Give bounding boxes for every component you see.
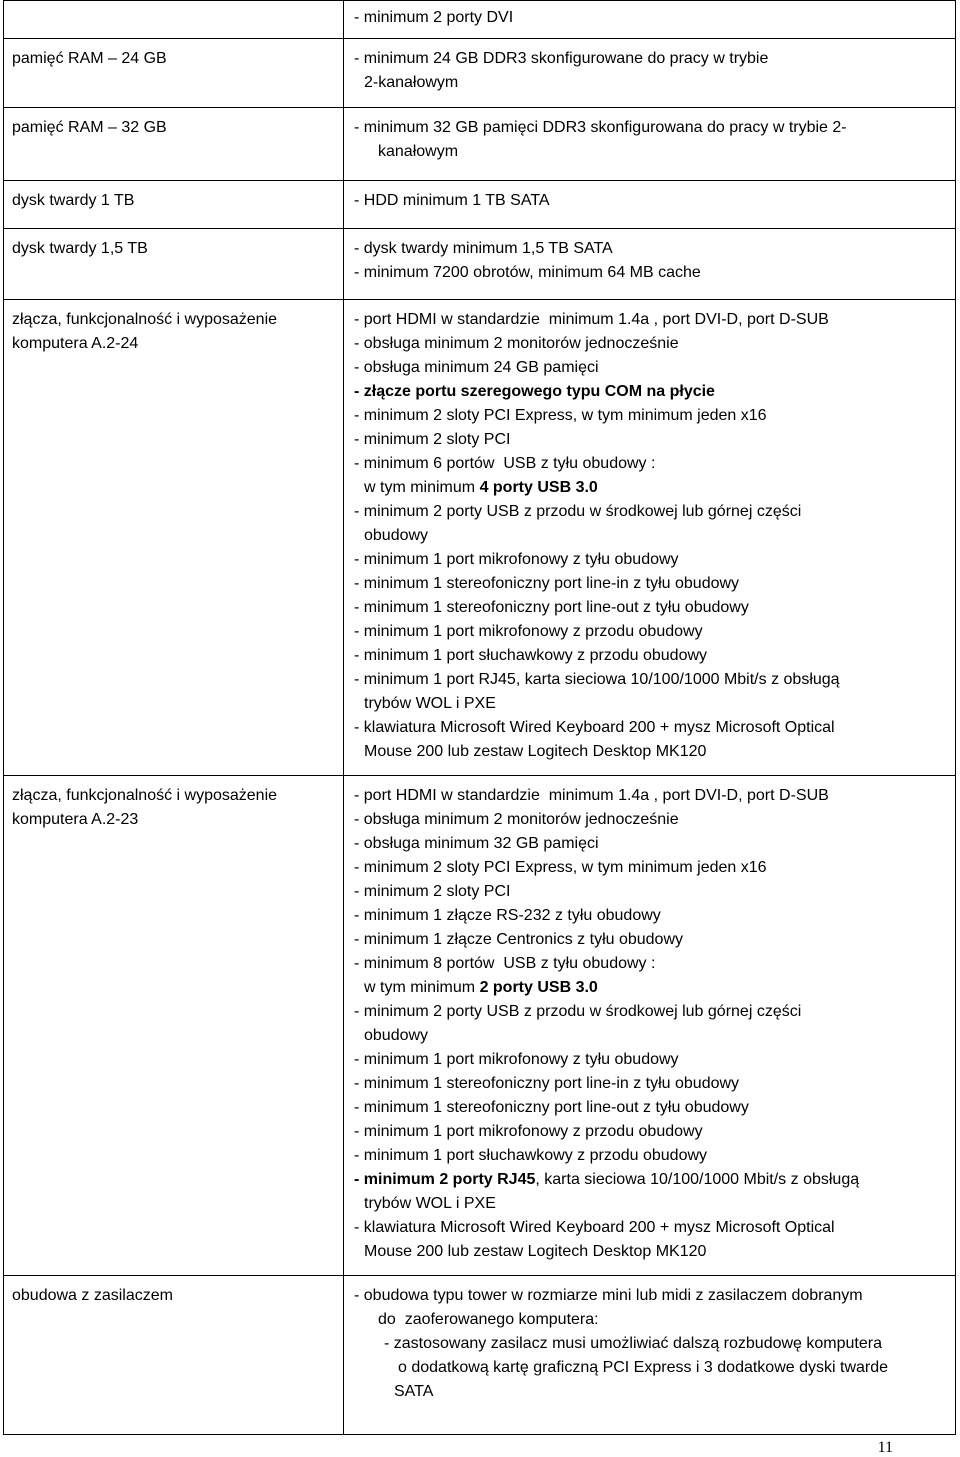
label-cell bbox=[4, 39, 344, 108]
spec-line: - minimum 2 sloty PCI bbox=[354, 883, 511, 900]
spec-cell bbox=[344, 39, 956, 108]
spec-line: - minimum 1 port mikrofonowy z tyłu obudowy bbox=[354, 1051, 679, 1068]
spec-line: - minimum 1 port mikrofonowy z tyłu obudowy bbox=[354, 551, 679, 568]
label-cell bbox=[4, 1276, 344, 1435]
spec-line: obudowy bbox=[364, 527, 429, 544]
spec-cell bbox=[344, 229, 956, 300]
spec-line: - minimum 2 porty DVI bbox=[354, 9, 514, 26]
spec-line: - klawiatura Microsoft Wired Keyboard 200 + mysz Microsoft Optical bbox=[354, 1219, 835, 1236]
spec-line: - obsługa minimum 32 GB pamięci bbox=[354, 835, 599, 852]
label-cell bbox=[4, 776, 344, 1276]
spec-line: - port HDMI w standardzie minimum 1.4a , port DVI-D, port D-SUB bbox=[354, 311, 829, 328]
spec-text: , karta sieciowa 10/100/1000 Mbit/s z obsługą bbox=[535, 1171, 860, 1188]
spec-line: - minimum 2 porty USB z przodu w środkowej lub górnej części bbox=[354, 1003, 802, 1020]
bold-text: 2 porty USB 3.0 bbox=[479, 979, 598, 996]
spec-cell bbox=[344, 1276, 956, 1435]
spec-line: - minimum 1 złącze RS-232 z tyłu obudowy bbox=[354, 907, 661, 924]
spec-line: 2-kanałowym bbox=[364, 74, 459, 91]
spec-line: - minimum 1 port mikrofonowy z przodu obudowy bbox=[354, 623, 703, 640]
table-row bbox=[4, 776, 956, 1276]
row-label: komputera A.2-24 bbox=[12, 335, 139, 352]
spec-line: - dysk twardy minimum 1,5 TB SATA bbox=[354, 240, 613, 257]
table-row bbox=[4, 39, 956, 108]
spec-line: - minimum 1 stereofoniczny port line-out z tyłu obudowy bbox=[354, 1099, 749, 1116]
row-label: komputera A.2-23 bbox=[12, 811, 139, 828]
spec-line: - minimum 6 portów USB z tyłu obudowy : bbox=[354, 455, 656, 472]
spec-line: - minimum 1 złącze Centronics z tyłu obudowy bbox=[354, 931, 684, 948]
spec-cell bbox=[344, 300, 956, 776]
spec-line: do zaoferowanego komputera: bbox=[378, 1311, 599, 1328]
spec-line: - klawiatura Microsoft Wired Keyboard 200 + mysz Microsoft Optical bbox=[354, 719, 835, 736]
spec-line: - minimum 32 GB pamięci DDR3 skonfigurowana do pracy w trybie 2- bbox=[354, 119, 847, 136]
row-label: dysk twardy 1 TB bbox=[12, 192, 135, 209]
table-row bbox=[4, 181, 956, 229]
table-row bbox=[4, 300, 956, 776]
spec-cell bbox=[344, 181, 956, 229]
spec-line: - minimum 2 sloty PCI Express, w tym minimum jeden x16 bbox=[354, 859, 767, 876]
row-label: pamięć RAM – 32 GB bbox=[12, 119, 167, 136]
spec-line: - zastosowany zasilacz musi umożliwiać dalszą rozbudowę komputera bbox=[384, 1335, 882, 1352]
spec-line: SATA bbox=[394, 1383, 434, 1400]
spec-line: - minimum 2 porty USB z przodu w środkowej lub górnej części bbox=[354, 503, 802, 520]
label-cell bbox=[4, 181, 344, 229]
spec-line: obudowy bbox=[364, 1027, 429, 1044]
spec-line bbox=[354, 976, 955, 1000]
bold-text: - złącze portu szeregowego typu COM na płycie bbox=[354, 383, 715, 400]
spec-line: - minimum 1 port mikrofonowy z przodu obudowy bbox=[354, 1123, 703, 1140]
page-number: 11 bbox=[877, 1439, 893, 1456]
spec-line: - minimum 1 stereofoniczny port line-out z tyłu obudowy bbox=[354, 599, 749, 616]
bold-text: 4 porty USB 3.0 bbox=[479, 479, 598, 496]
spec-cell bbox=[344, 776, 956, 1276]
spec-line: - minimum 1 port słuchawkowy z przodu obudowy bbox=[354, 1147, 708, 1164]
bold-text: - minimum 2 porty RJ45 bbox=[354, 1171, 536, 1188]
label-cell bbox=[4, 108, 344, 181]
spec-line bbox=[354, 476, 955, 500]
table-row bbox=[4, 229, 956, 300]
spec-line: - minimum 1 port słuchawkowy z przodu obudowy bbox=[354, 647, 708, 664]
spec-line: - obsługa minimum 24 GB pamięci bbox=[354, 359, 599, 376]
row-label: złącza, funkcjonalność i wyposażenie bbox=[12, 311, 278, 328]
row-label: złącza, funkcjonalność i wyposażenie bbox=[12, 787, 278, 804]
spec-line: - minimum 1 stereofoniczny port line-in z tyłu obudowy bbox=[354, 1075, 740, 1092]
spec-line: - obsługa minimum 2 monitorów jednocześnie bbox=[354, 335, 679, 352]
specification-table bbox=[3, 0, 956, 1435]
spec-line: - port HDMI w standardzie minimum 1.4a , port DVI-D, port D-SUB bbox=[354, 787, 829, 804]
spec-line: - minimum 24 GB DDR3 skonfigurowane do pracy w trybie bbox=[354, 50, 769, 67]
spec-line: - obudowa typu tower w rozmiarze mini lub midi z zasilaczem dobranym bbox=[354, 1287, 863, 1304]
spec-cell bbox=[344, 108, 956, 181]
spec-text: w tym minimum bbox=[364, 479, 480, 496]
spec-line: Mouse 200 lub zestaw Logitech Desktop MK120 bbox=[364, 743, 707, 760]
spec-line bbox=[354, 1168, 955, 1192]
spec-line: trybów WOL i PXE bbox=[364, 695, 496, 712]
spec-line: - minimum 2 sloty PCI bbox=[354, 431, 511, 448]
label-cell bbox=[4, 229, 344, 300]
spec-line: - minimum 2 sloty PCI Express, w tym minimum jeden x16 bbox=[354, 407, 767, 424]
spec-line bbox=[354, 380, 955, 404]
label-cell bbox=[4, 300, 344, 776]
row-label: obudowa z zasilaczem bbox=[12, 1287, 173, 1304]
row-label: pamięć RAM – 24 GB bbox=[12, 50, 167, 67]
label-cell bbox=[4, 1, 344, 39]
spec-line: - HDD minimum 1 TB SATA bbox=[354, 192, 550, 209]
spec-line: kanałowym bbox=[378, 143, 459, 160]
spec-line: Mouse 200 lub zestaw Logitech Desktop MK120 bbox=[364, 1243, 707, 1260]
spec-line: trybów WOL i PXE bbox=[364, 1195, 496, 1212]
spec-line: - minimum 1 stereofoniczny port line-in z tyłu obudowy bbox=[354, 575, 740, 592]
spec-line: - minimum 7200 obrotów, minimum 64 MB cache bbox=[354, 264, 701, 281]
spec-line: o dodatkową kartę graficzną PCI Express i 3 dodatkowe dyski twarde bbox=[398, 1359, 889, 1376]
row-label: dysk twardy 1,5 TB bbox=[12, 240, 148, 257]
spec-line: - obsługa minimum 2 monitorów jednocześnie bbox=[354, 811, 679, 828]
spec-line: - minimum 1 port RJ45, karta sieciowa 10/100/1000 Mbit/s z obsługą bbox=[354, 671, 840, 688]
spec-text: w tym minimum bbox=[364, 979, 480, 996]
table-row bbox=[4, 1276, 956, 1435]
table-row bbox=[4, 108, 956, 181]
spec-cell bbox=[344, 1, 956, 39]
spec-line: - minimum 8 portów USB z tyłu obudowy : bbox=[354, 955, 656, 972]
table-row bbox=[4, 1, 956, 39]
